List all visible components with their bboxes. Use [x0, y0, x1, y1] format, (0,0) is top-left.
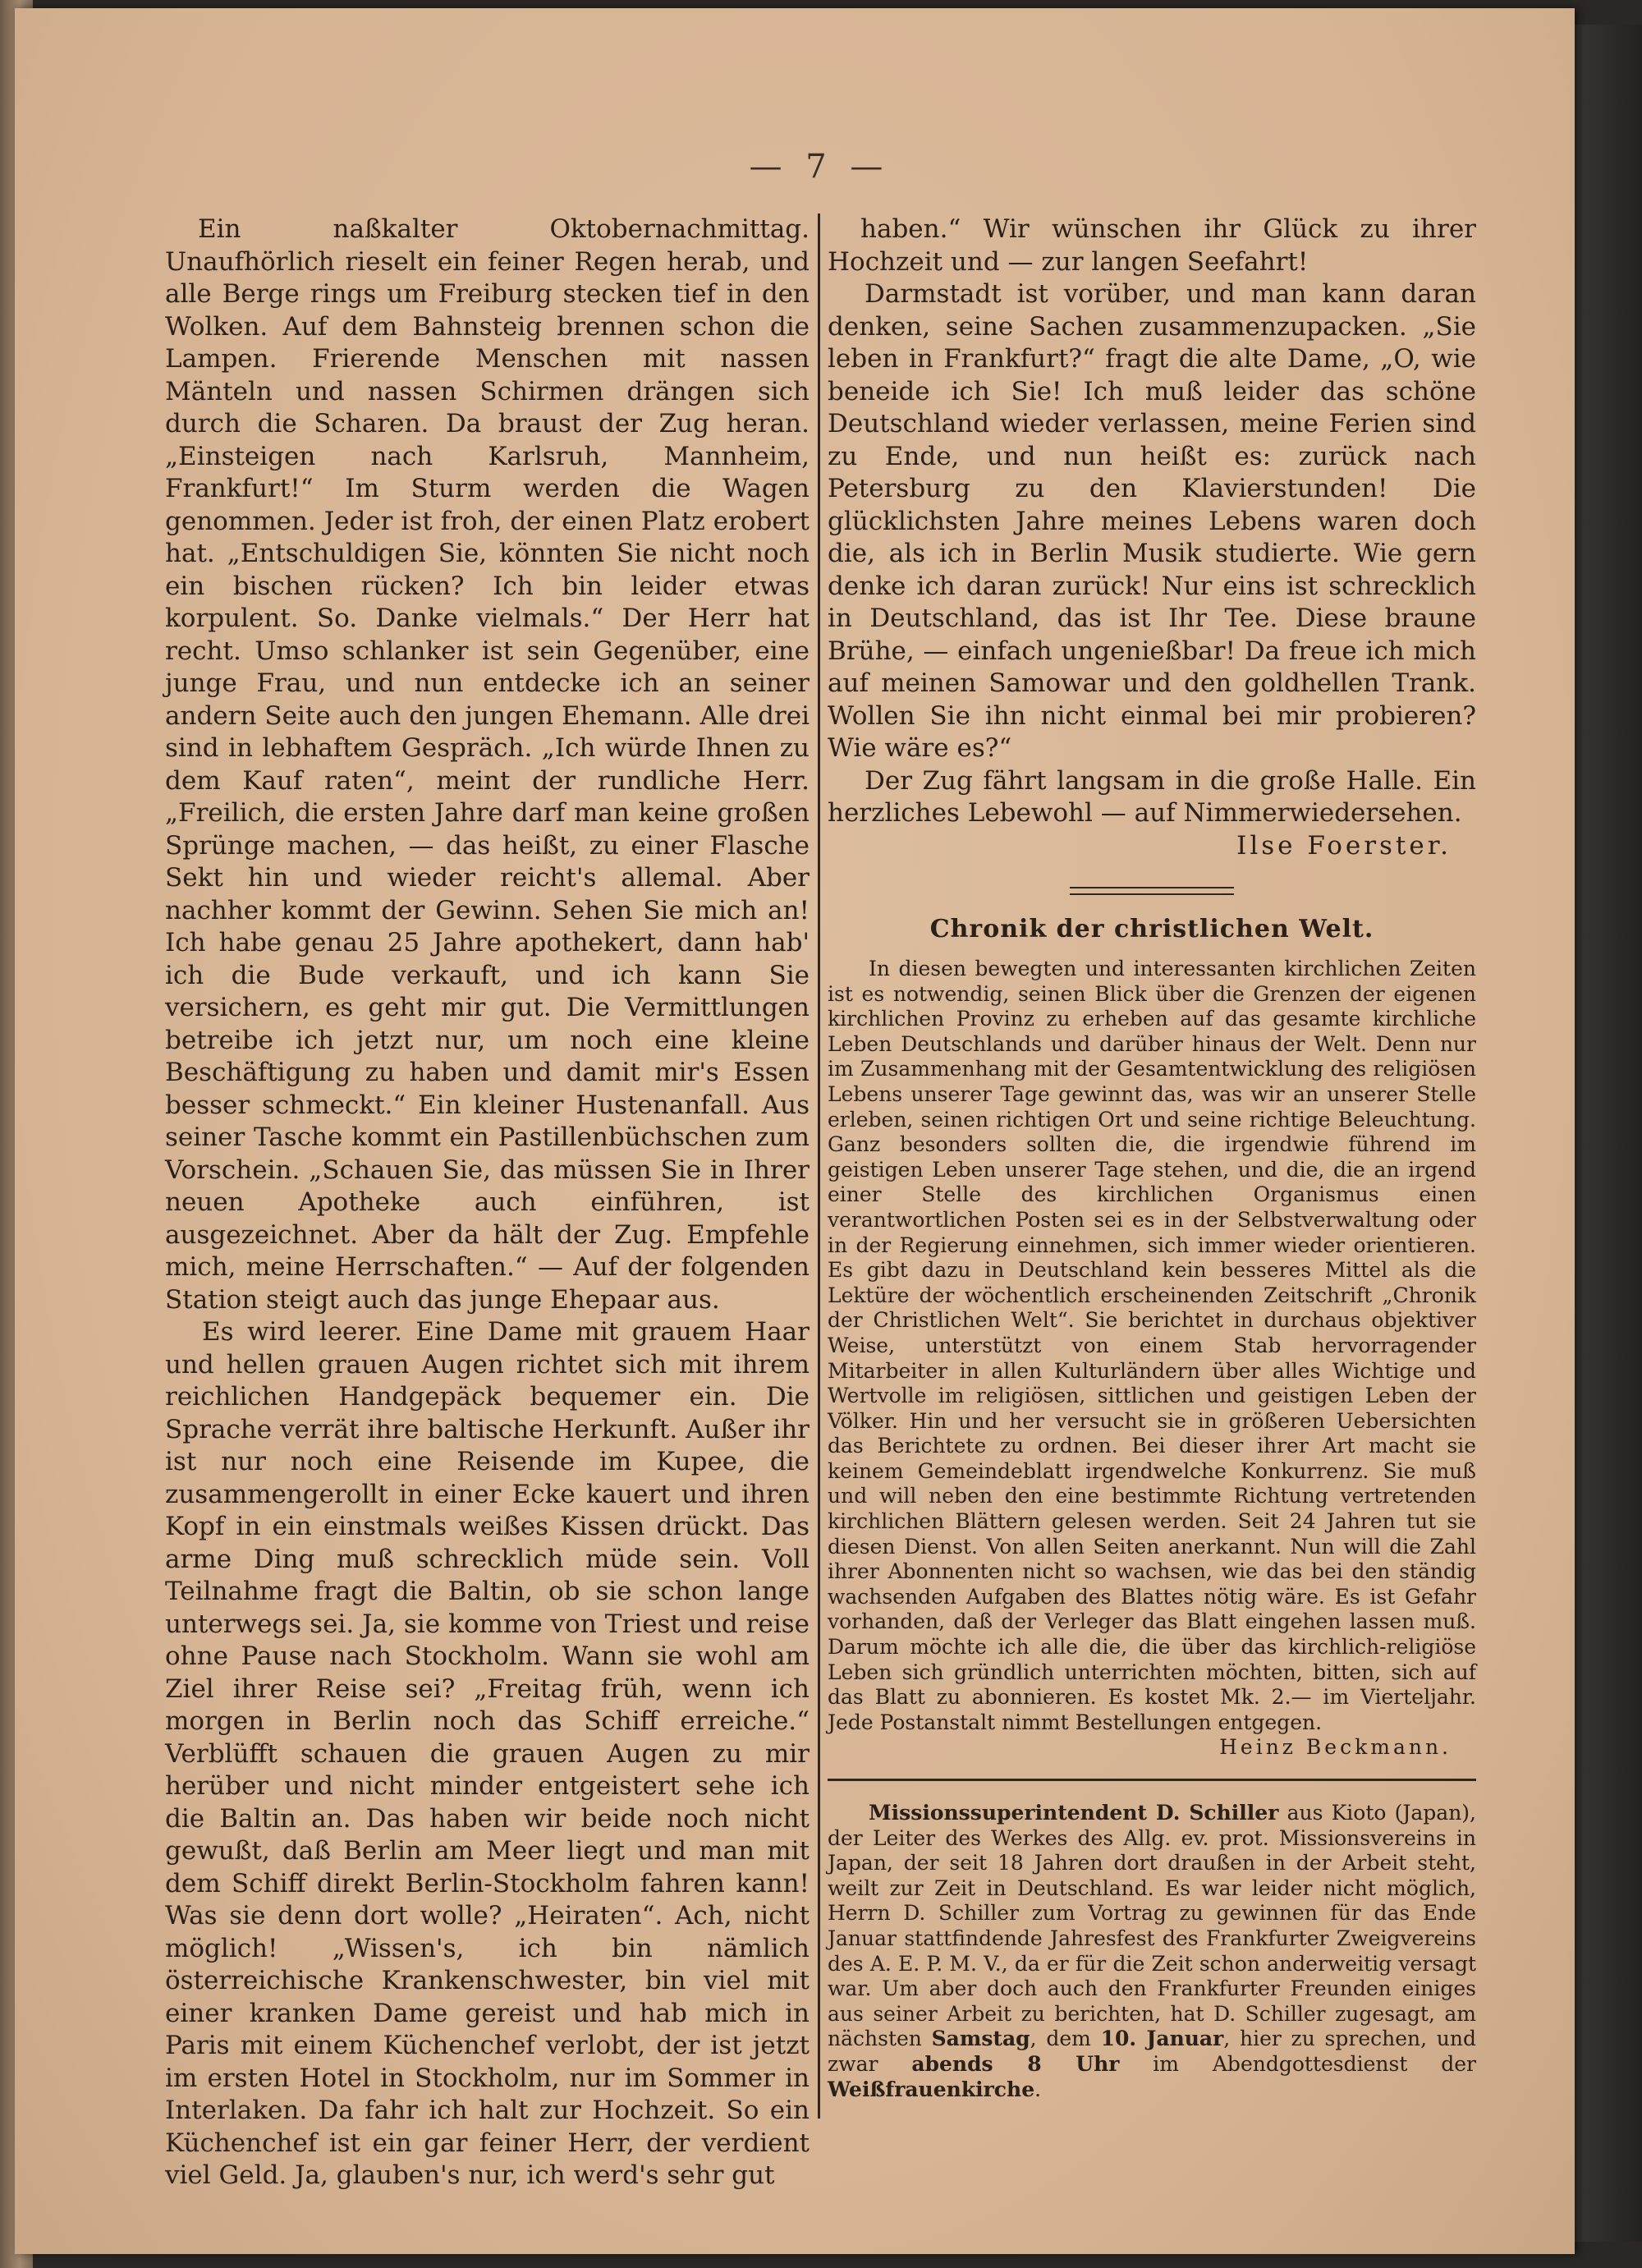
mission-body: aus Kioto (Japan), der Leiter des Werkes des Allg. ev. prot. Missionsvereins in Japan, der seit 18 Jahren dort draußen in der Arbeit steht, weilt zur Zeit in Deutschland. Es war leider nicht möglich, Herrn D. Schiller zum Vortrag zu gewinnen für das Ende Januar stattfindende Jahresfest des Frankfurter Zweigvereins des A. E. P. M. V., da er für die Zeit schon anderweitig versagt war. Um aber doch auch den Frankfurter Freunden einiges aus seiner Arbeit zu berichten, hat D. Schiller zugesagt, am nächsten: [828, 1801, 1476, 2051]
column-divider: [818, 213, 820, 2119]
mission-end: .: [1034, 2077, 1042, 2101]
mission-body: , hier zu sprechen, und zwar: [828, 2027, 1477, 2076]
story-paragraph: Darmstadt ist vorüber, und man kann daran denken, seine Sachen zusammenzupacken. „Sie leben in Frankfurt?“ fragt die alte Dame, „O, wie beneide ich Sie! Ich muß leider das schöne Deutschland wieder verlassen, meine Ferien sind zu Ende, und nun heißt es: zurück nach Petersburg zu den Klavierstunden! Die glücklichsten Jahre meines Lebens waren doch die, als ich in Berlin Musik studierte. Wie gern denke ich daran zurück! Nur eins ist schrecklich in Deutschland, das ist Ihr Tee. Diese braune Brühe, — einfach ungenießbar! Da freue ich mich auf meinen Samowar und den goldhellen Trank. Wollen Sie ihn nicht einmal bei mir probieren? Wie wäre es?“: [828, 279, 1476, 763]
mission-body: im Abendgottesdienst der: [1119, 2051, 1477, 2076]
chronik-title: Chronik der christlichen Welt.: [929, 915, 1374, 943]
mission-time: abends 8 Uhr: [911, 2051, 1120, 2076]
mission-date: 10. Januar: [1100, 2027, 1224, 2051]
story-paragraph: Es wird leerer. Eine Dame mit grauem Haar und hellen grauen Augen richtet sich mit ihrem reichlichen Handgepäck bequemer ein. Die Sprache verrät ihre baltische Herkunft. Außer ihr ist nur noch eine Reisende im Kupee, die zusammengerollt in einer Ecke kauert und ihren Kopf in ein einstmals weißes Kissen drückt. Das arme Ding muß schrecklich müde sein. Voll Teilnahme fragt die Baltin, ob sie schon lange unterwegs sei. Ja, sie komme von Triest und reise ohne Pause nach Stockholm. Wann sie wohl am Ziel ihrer Reise sei? „Freitag früh, wenn ich morgen in Berlin noch das Schiff erreiche.“ Verblüfft schauen die grauen Augen zu mir herüber und nicht minder entgeistert sehe ich die Baltin an. Das haben wir beide noch nicht gewußt, daß Berlin am Meer liegt und man mit dem Schiff direkt Berlin-Stockholm fahren kann! Was sie denn dort wolle? „Heiraten“. Ach, nicht möglich! „Wissen's, ich bin nämlich österreichische Krankenschwester, bin viel mit einer kranken Dame gereist und hab mich in Paris mit einem Küchenchef verlobt, der ist jetzt im ersten Hotel in Stockholm, nur im Sommer in Interlaken. Da fahr ich halt zur Hochzeit. So ein Küchenchef ist ein gar feiner Herr, der verdient viel Geld. Ja, glauben's nur, ich werd's sehr gut: [165, 1317, 810, 2190]
page-number: — 7 —: [749, 148, 890, 186]
right-column: [828, 213, 1476, 2102]
story-author: Ilse Foerster.: [1236, 830, 1452, 861]
mission-body: , dem: [1030, 2027, 1101, 2051]
mission-day: Samstag: [931, 2027, 1030, 2051]
mission-notice: [828, 1801, 1476, 2102]
story-paragraph: Der Zug fährt langsam in die große Halle. Ein herzliches Lebewohl — auf Nimmerwiedersehen.: [828, 765, 1476, 828]
book-cover-edge: [1564, 25, 1642, 2242]
left-column: [165, 213, 810, 2192]
section-rule: [828, 1779, 1476, 1781]
mission-church: Weißfrauenkirche: [828, 2077, 1035, 2101]
chronik-text: In diesen bewegten und interessanten kirchlichen Zeiten ist es notwendig, seinen Blick über die Grenzen der eigenen kirchlichen Provinz zu erheben auf das gesamte kirchliche Leben Deutschlands und darüber hinaus der Welt. Denn nur im Zusammenhang mit der Gesamtentwicklung des religiösen Lebens unserer Tage gewinnt das, was wir an unserer Stelle erleben, seinen richtigen Ort und seine richtige Beleuchtung. Ganz besonders sollten die, die irgendwie führend im geistigen Leben unserer Tage stehen, und die, die an irgend einer Stelle des kirchlichen Organismus einen verantwortlichen Posten sei es in der Selbstverwaltung oder in der Regierung einnehmen, sich immer wieder orientieren. Es gibt dazu in Deutschland kein besseres Mittel als die Lektüre der wöchentlich erscheinenden Zeitschrift „Chronik der Christlichen Welt“. Sie berichtet in durchaus objektiver Weise, unterstützt von einem Stab hervorragender Mitarbeiter in allen Kulturländern über alles Wichtige und Wertvolle im religiösen, sittlichen und geistigen Leben der Völker. Hin und her versucht sie in größeren Uebersichten das Berichtete zu ordnen. Bei dieser ihrer Art macht sie keinem Gemeindeblatt irgendwelche Konkurrenz. Sie muß und will neben den eine bestimmte Richtung vertretenden kirchlichen Blättern gelesen werden. Seit 24 Jahren tut sie diesen Dienst. Von allen Seiten anerkannt. Nun will die Zahl ihrer Abonnenten nicht so wachsen, wie das bei den ständig wachsenden Aufgaben des Blattes nötig wäre. Es ist Gefahr vorhanden, daß der Verleger das Blatt eingehen lassen muß. Darum möchte ich alle die, die über das kirchlich-religiöse Leben sich gründlich unterrichten möchten, bitten, sich auf das Blatt zu abonnieren. Es kostet Mk. 2.— im Vierteljahr. Jede Postanstalt nimmt Bestellungen entgegen.: [828, 957, 1476, 1734]
story-paragraph: haben.“ Wir wünschen ihr Glück zu ihrer Hochzeit und — zur langen Seefahrt!: [828, 214, 1476, 277]
story-paragraph: Ein naßkalter Oktobernachmittag. Unaufhörlich rieselt ein feiner Regen herab, und alle Berge rings um Freiburg stecken tief in den Wolken. Auf dem Bahnsteig brennen schon die Lampen. Frierende Menschen mit nassen Mänteln und nassen Schirmen drängen sich durch die Scharen. Da braust der Zug heran. „Einsteigen nach Karlsruh, Mannheim, Frankfurt!“ Im Sturm werden die Wagen genommen. Jeder ist froh, der einen Platz erobert hat. „Entschuldigen Sie, könnten Sie nicht noch ein bischen rücken? Ich bin leider etwas korpulent. So. Danke vielmals.“ Der Herr hat recht. Umso schlanker ist sein Gegenüber, eine junge Frau, und nun entdecke ich an seiner andern Seite auch den jungen Ehemann. Alle drei sind in lebhaftem Gespräch. „Ich würde Ihnen zu dem Kauf raten“, meint der rundliche Herr. „Freilich, die ersten Jahre darf man keine großen Sprünge machen, — das heißt, zu einer Flasche Sekt hin und wieder reicht's allemal. Aber nachher kommt der Gewinn. Sehen Sie mich an! Ich habe genau 25 Jahre apothekert, dann hab' ich die Bude verkauft, und ich kann Sie versichern, es geht mir gut. Die Vermittlungen betreibe ich jetzt nur, um noch eine kleine Beschäftigung zu haben und damit mir's Essen besser schmeckt.“ Ein kleiner Hustenanfall. Aus seiner Tasche kommt ein Pastillenbüchschen zum Vorschein. „Schauen Sie, das müssen Sie in Ihrer neuen Apotheke auch einführen, ist ausgezeichnet. Aber da hält der Zug. Empfehle mich, meine Herrschaften.“ — Auf der folgenden Station steigt auch das junge Ehepaar aus.: [165, 214, 810, 1315]
section-divider: [1070, 887, 1234, 895]
chronik-author: Heinz Beckmann.: [1219, 1735, 1452, 1760]
newspaper-page: [15, 8, 1575, 2254]
mission-lead: Missionssuperintendent D. Schiller: [869, 1801, 1279, 1825]
